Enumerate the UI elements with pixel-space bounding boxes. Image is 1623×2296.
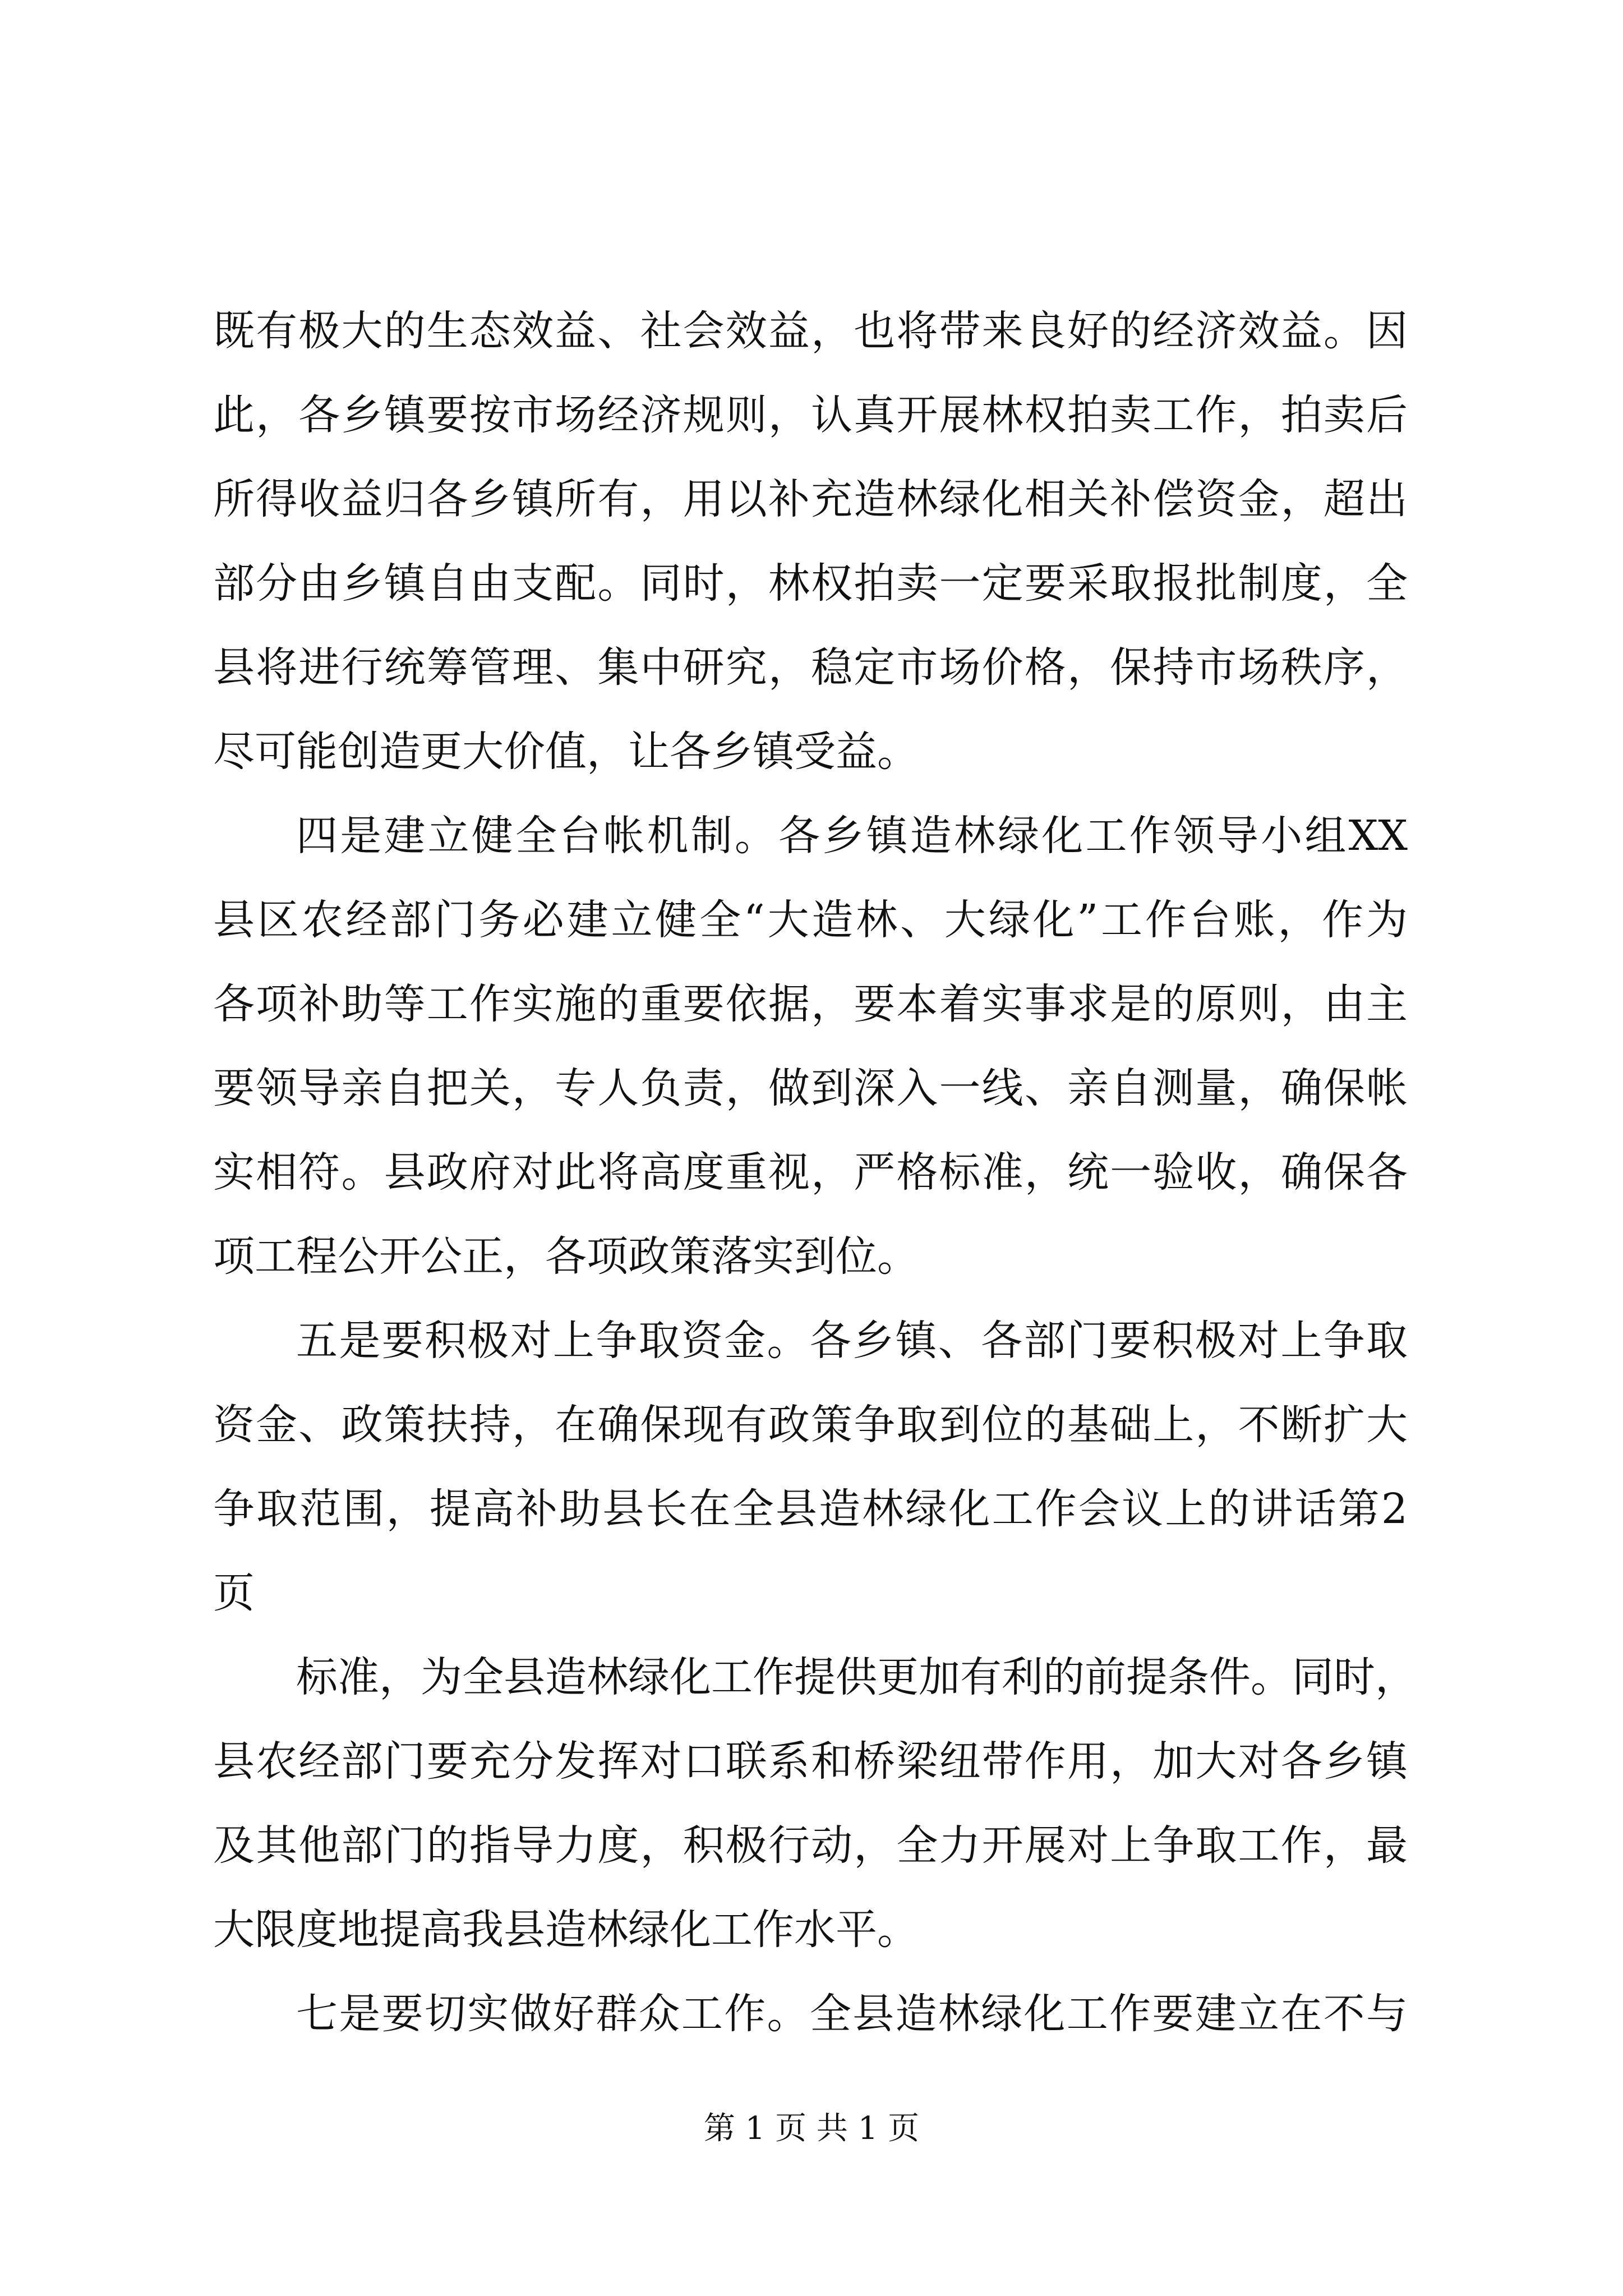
text-line: 页 [213,1569,255,1617]
text-line: 要领导亲自把关，专人负责，做到深入一线、亲自测量，确保帐 [213,1064,1408,1112]
text-line: 标准，为全县造林绿化工作提供更加有利的前提条件。同时， [296,1653,1417,1701]
text-line: 资金、政策扶持，在确保现有政策争取到位的基础上，不断扩大 [213,1401,1408,1449]
text-line: 项工程公开公正，各项政策落实到位。 [213,1232,919,1281]
text-line: 部分由乡镇自由支配。同时，林权拍卖一定要采取报批制度，全 [213,559,1408,608]
text-line: 既有极大的生态效益、社会效益，也将带来良好的经济效益。因 [213,307,1408,355]
text-line: 各项补助等工作实施的重要依据，要本着实事求是的原则，由主 [213,980,1408,1028]
text-line: 及其他部门的指导力度，积极行动，全力开展对上争取工作，最 [213,1821,1408,1870]
page-footer: 第 1 页 共 1 页 [703,2110,920,2147]
text-line: 县农经部门要充分发挥对口联系和桥梁纽带作用，加大对各乡镇 [213,1737,1408,1786]
text-line: 七是要切实做好群众工作。全县造林绿化工作要建立在不与 [296,1990,1408,2038]
text-line: 尽可能创造更大价值，让各乡镇受益。 [213,728,919,776]
text-line: 四是建立健全台帐机制。各乡镇造林绿化工作领导小组XX [296,812,1408,860]
text-line: 县区农经部门务必建立健全“大造林、大绿化”工作台账，作为 [213,896,1408,944]
text-line: 实相符。县政府对此将高度重视，严格标准，统一验收，确保各 [213,1148,1408,1197]
text-line: 县将进行统筹管理、集中研究，稳定市场价格，保持市场秩序， [213,643,1408,692]
text-line: 争取范围，提高补助县长在全县造林绿化工作会议上的讲话第2 [213,1485,1408,1533]
text-line: 所得收益归各乡镇所有，用以补充造林绿化相关补偿资金，超出 [213,475,1408,523]
text-line: 五是要积极对上争取资金。各乡镇、各部门要积极对上争取 [296,1317,1408,1365]
text-line: 此，各乡镇要按市场经济规则，认真开展林权拍卖工作，拍卖后 [213,391,1408,439]
document-body [213,289,1417,2056]
text-line: 大限度地提高我县造林绿化工作水平。 [213,1906,919,1954]
